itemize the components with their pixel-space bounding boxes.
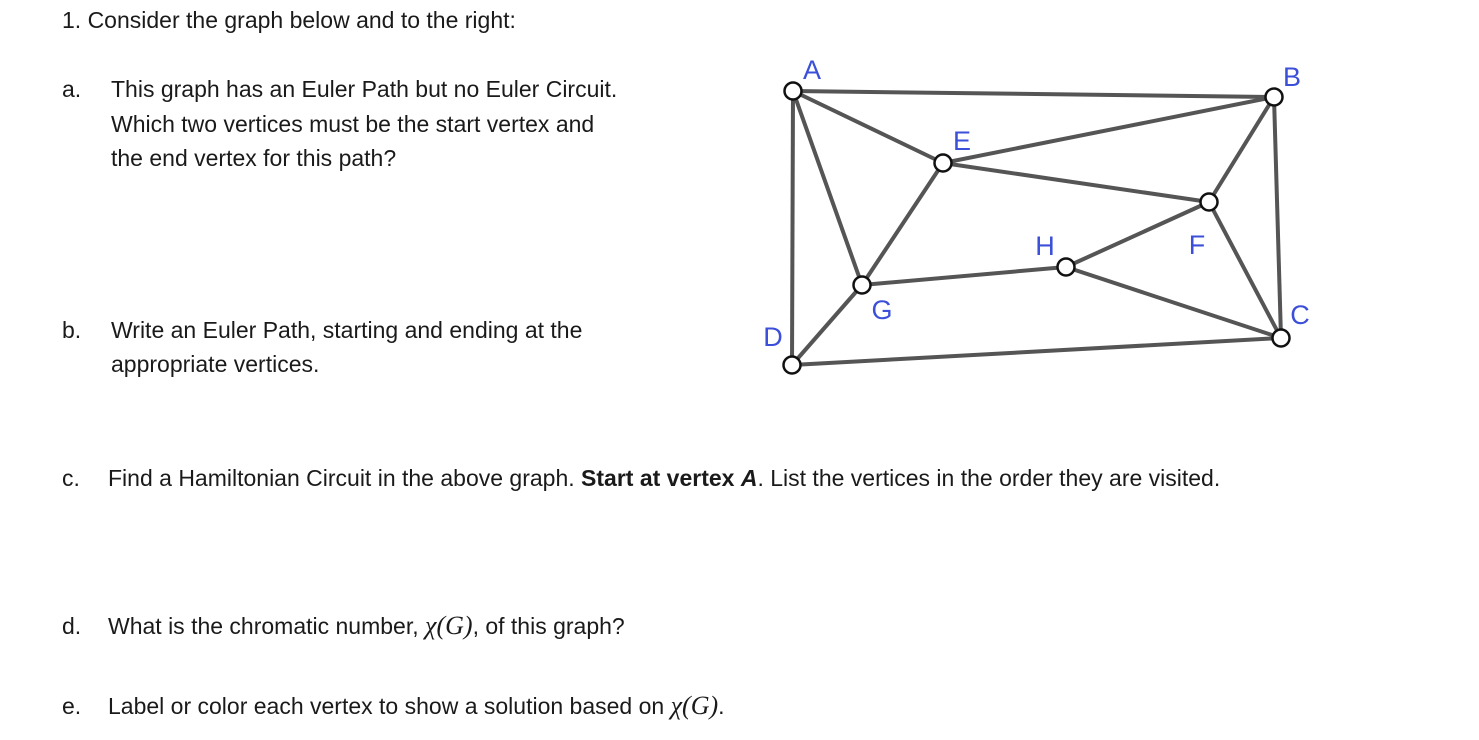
edge-a-d bbox=[792, 91, 793, 365]
vertex-f bbox=[1201, 194, 1218, 211]
item-c-bold-italic: A bbox=[740, 465, 758, 491]
item-d-text-after: , of this graph? bbox=[472, 613, 625, 639]
item-c-text-after: . List the vertices in the order they are visited. bbox=[757, 465, 1221, 491]
item-a-line-2: Which two vertices must be the start vertex and bbox=[111, 111, 595, 137]
vertex-label-d: D bbox=[763, 322, 783, 353]
problem-heading: 1. Consider the graph below and to the right: bbox=[62, 7, 516, 33]
edge-g-h bbox=[862, 267, 1066, 285]
edge-g-d bbox=[792, 285, 862, 365]
edge-e-f bbox=[943, 163, 1209, 202]
vertex-label-f: F bbox=[1188, 230, 1206, 261]
item-e-marker: e. bbox=[62, 693, 82, 719]
vertex-label-h: H bbox=[1035, 231, 1055, 262]
item-d-marker: d. bbox=[62, 613, 82, 639]
vertex-c bbox=[1273, 330, 1290, 347]
vertex-label-b: B bbox=[1282, 62, 1302, 93]
item-b-line-1: Write an Euler Path, starting and ending at the bbox=[111, 317, 583, 343]
item-c-bold: Start at vertex bbox=[581, 465, 741, 491]
item-e-text-before: Label or color each vertex to show a solution based on bbox=[108, 693, 671, 719]
item-c-text-before: Find a Hamiltonian Circuit in the above graph. bbox=[108, 465, 582, 491]
item-e-chi: χ bbox=[670, 691, 683, 720]
item-b-marker: b. bbox=[62, 317, 82, 343]
item-d-text-before: What is the chromatic number, bbox=[108, 613, 426, 639]
edge-b-f bbox=[1209, 97, 1274, 202]
edge-e-b bbox=[943, 97, 1274, 163]
vertex-d bbox=[784, 357, 801, 374]
edge-f-h bbox=[1066, 202, 1209, 267]
vertex-a bbox=[785, 83, 802, 100]
edge-d-c bbox=[792, 338, 1281, 365]
item-d-chi: χ bbox=[425, 611, 437, 640]
item-c-marker: c. bbox=[62, 465, 80, 491]
item-a-line-3: the end vertex for this path? bbox=[111, 145, 397, 171]
graph-vertex-labels bbox=[763, 55, 1310, 352]
vertex-label-e: E bbox=[952, 126, 972, 157]
edge-a-b bbox=[793, 91, 1274, 97]
graph-edges bbox=[792, 91, 1281, 365]
vertex-g bbox=[854, 277, 871, 294]
item-d-arg: (G) bbox=[436, 611, 473, 640]
vertex-e bbox=[935, 155, 952, 172]
edge-b-c bbox=[1274, 97, 1281, 338]
item-e-text-after: . bbox=[718, 693, 725, 719]
vertex-label-g: G bbox=[871, 295, 893, 326]
vertex-label-a: A bbox=[802, 55, 822, 86]
vertex-label-c: C bbox=[1290, 300, 1310, 331]
vertex-b bbox=[1266, 89, 1283, 106]
edge-e-g bbox=[862, 163, 943, 285]
item-a-line-1: This graph has an Euler Path but no Euler Circuit. bbox=[111, 76, 618, 102]
item-a-marker: a. bbox=[62, 76, 82, 102]
item-b-line-2: appropriate vertices. bbox=[111, 351, 320, 377]
item-e-arg: (G) bbox=[682, 691, 719, 720]
vertex-h bbox=[1058, 259, 1075, 276]
graph-vertices bbox=[784, 83, 1290, 374]
